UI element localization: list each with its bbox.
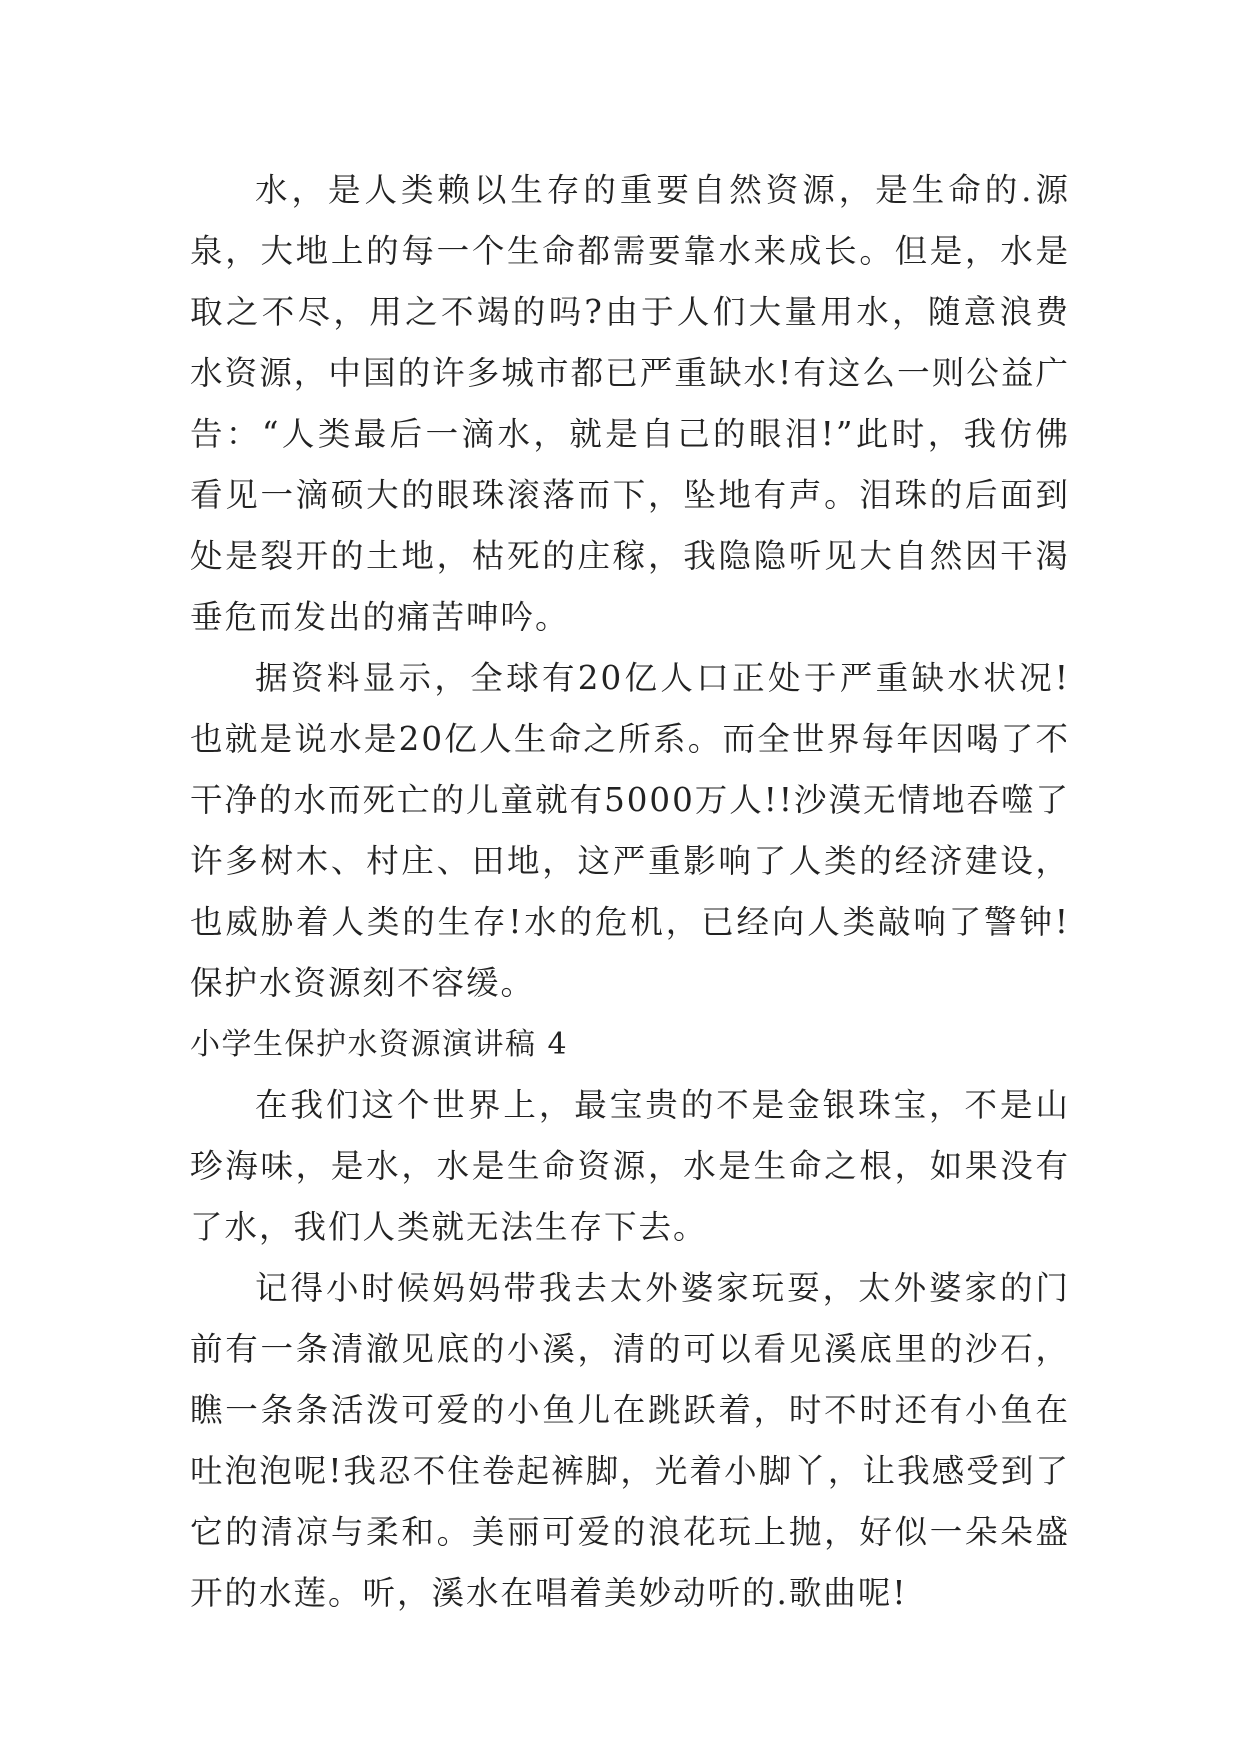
paragraph-statistics: 据资料显示，全球有20亿人口正处于严重缺水状况!也就是说水是20亿人生命之所系。而全世界每年因喝了不干净的水而死亡的儿童就有5000万人!!沙漠无情地吞噬了许多树木、村庄、田地，这严重影响了人类的经济建设，也威胁着人类的生存!水的危机，已经向人类敲响了警钟!保护水资源刻不容缓。 <box>190 659 1070 1002</box>
paragraph-childhood-stream: 记得小时候妈妈带我去太外婆家玩耍，太外婆家的门前有一条清澈见底的小溪，清的可以看见溪底里的沙石，瞧一条条活泼可爱的小鱼儿在跳跃着，时不时还有小鱼在吐泡泡呢!我忍不住卷起裤脚，光着小脚丫，让我感受到了它的清凉与柔和。美丽可爱的浪花玩上抛，好似一朵朵盛开的水莲。听，溪水在唱着美妙动听的.歌曲呢! <box>190 1269 1070 1612</box>
paragraph-water-resource: 水，是人类赖以生存的重要自然资源，是生命的.源泉，大地上的每一个生命都需要靠水来成长。但是，水是取之不尽，用之不竭的吗?由于人们大量用水，随意浪费水资源，中国的许多城市都已严重缺水!有这么一则公益广告：“人类最后一滴水，就是自己的眼泪!”此时，我仿佛看见一滴硕大的眼珠滚落而下，坠地有声。泪珠的后面到处是裂开的土地，枯死的庄稼，我隐隐听见大自然因干渴垂危而发出的痛苦呻吟。 <box>190 171 1070 636</box>
paragraph-most-precious: 在我们这个世界上，最宝贵的不是金银珠宝，不是山珍海味，是水，水是生命资源，水是生命之根，如果没有了水，我们人类就无法生存下去。 <box>190 1086 1070 1246</box>
section-heading: 小学生保护水资源演讲稿 4 <box>190 1027 569 1062</box>
document-body <box>190 160 1070 1624</box>
